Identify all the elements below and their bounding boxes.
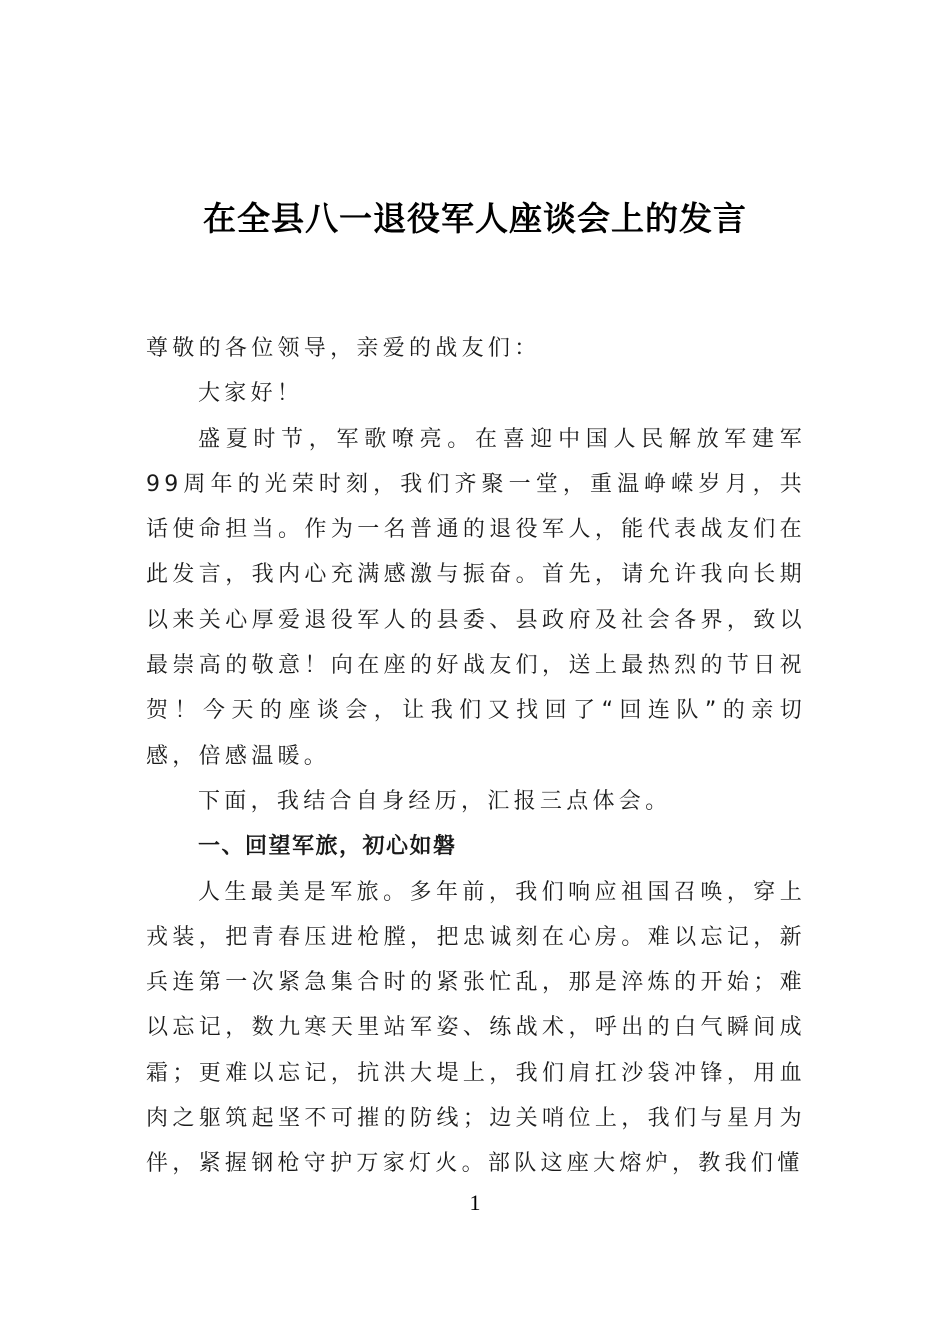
section-heading: 一、回望军旅，初心如磐 bbox=[198, 834, 457, 860]
page-number: 1 bbox=[469, 1190, 481, 1215]
document-body bbox=[146, 326, 806, 1187]
salutation: 尊敬的各位领导，亲爱的战友们： bbox=[146, 336, 541, 361]
body-paragraph: 盛夏时节，军歌嘹亮。在喜迎中国人民解放军建军99周年的光荣时刻，我们齐聚一堂，重温峥嵘岁月，共话使命担当。作为一名普通的退役军人，能代表战友们在此发言，我内心充满感激与振奋。首先，请允许我向长期以来关心厚爱退役军人的县委、县政府及社会各界，致以最崇高的敬意！向在座的好战友们，送上最热烈的节日祝贺！今天的座谈会，让我们又找回了“回连队”的亲切感，倍感温暖。 bbox=[146, 426, 806, 769]
body-paragraph: 下面，我结合自身经历，汇报三点体会。 bbox=[198, 788, 672, 814]
body-paragraph: 人生最美是军旅。多年前，我们响应祖国召唤，穿上戎装，把青春压进枪膛，把忠诚刻在心房。难以忘记，新兵连第一次紧急集合时的紧张忙乱，那是淬炼的开始；难以忘记，数九寒天里站军姿、练战术，呼出的白气瞬间成霜；更难以忘记，抗洪大堤上，我们肩扛沙袋冲锋，用血肉之躯筑起坚不可摧的防线；边关哨位上，我们与星月为伴，紧握钢枪守护万家灯火。部队这座大熔炉，教我们懂 bbox=[146, 879, 806, 1177]
document-title: 在全县八一退役军人座谈会上的发言 bbox=[203, 199, 747, 238]
greeting: 大家好！ bbox=[198, 381, 304, 407]
